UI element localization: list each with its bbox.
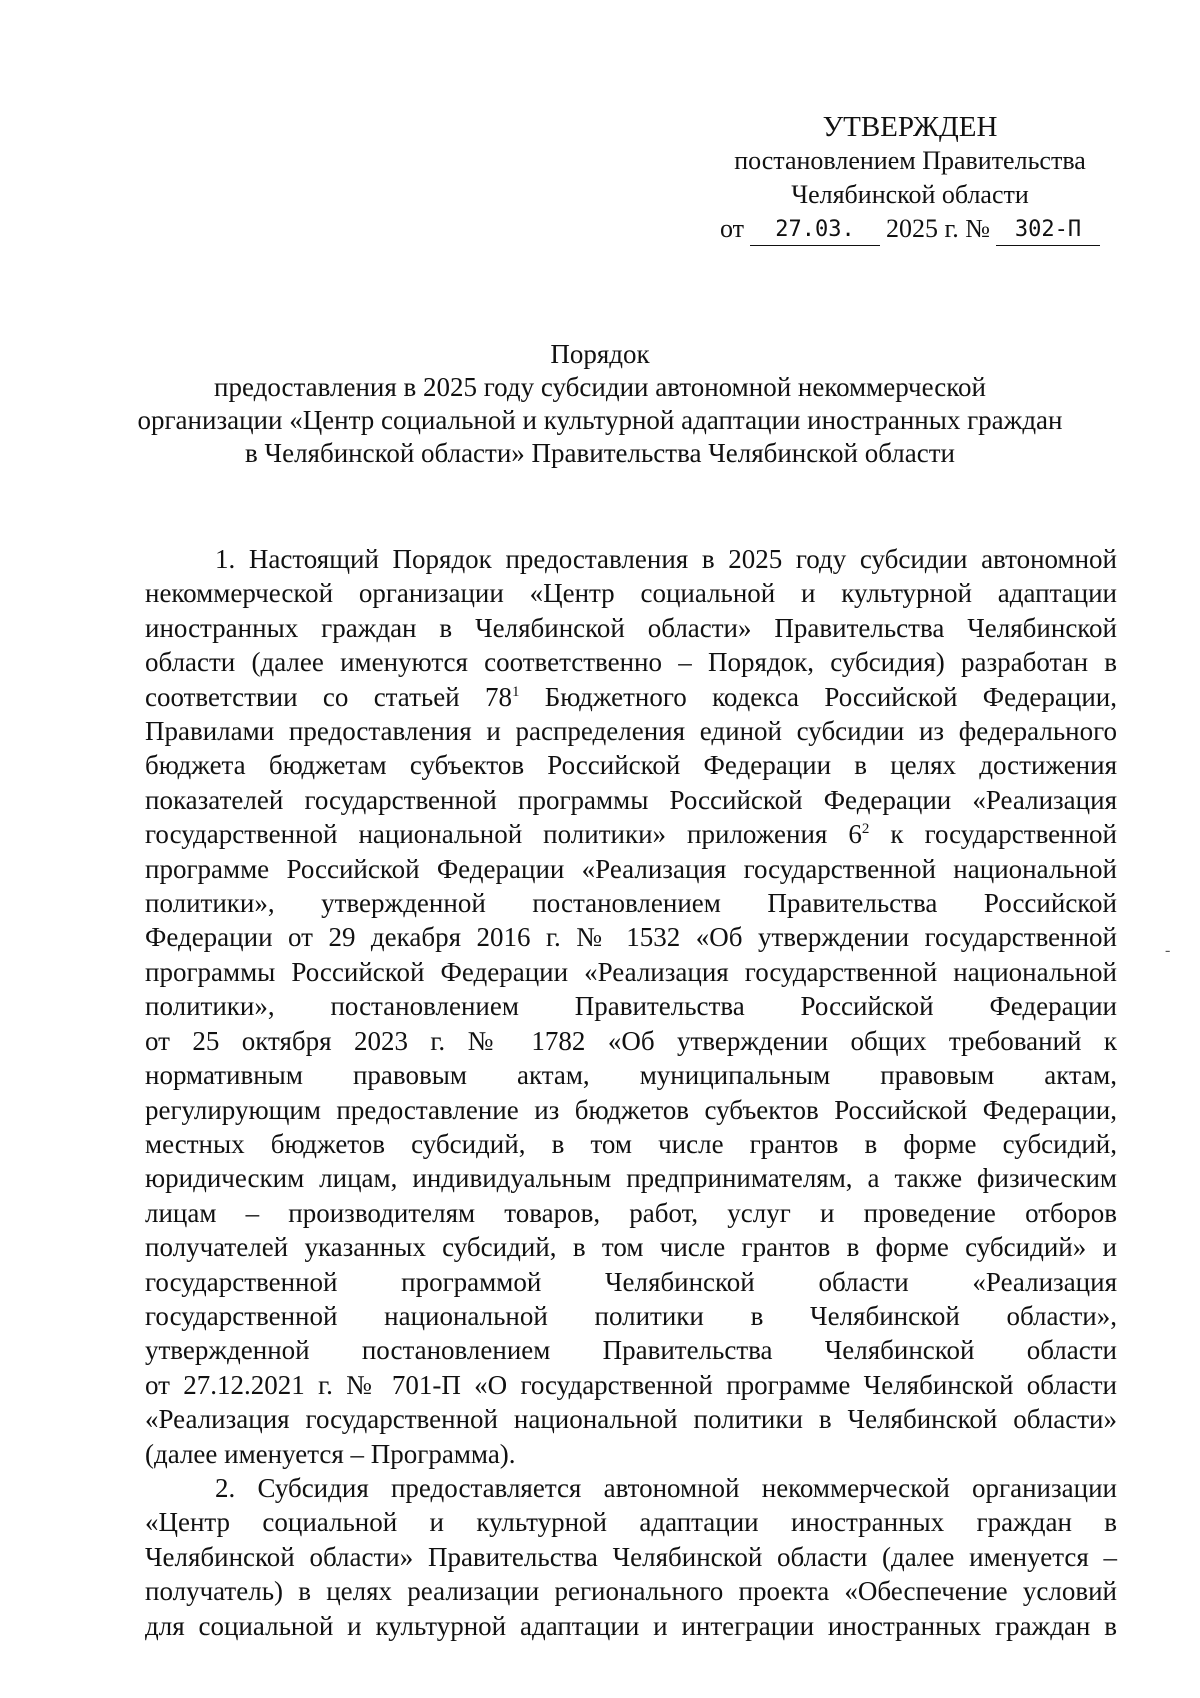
p1-line: местных бюджетов субсидий, в том числе грантов в форме субсидий, — [145, 1128, 1117, 1159]
p1-line-with-footnote — [145, 680, 1117, 714]
p1-line: политики», постановлением Правительства Российской Федерации — [145, 991, 1117, 1022]
p2-line: «Центр социальной и культурной адаптации иностранных граждан в — [145, 1507, 1117, 1538]
p1-line: государственной программой Челябинской области «Реализация — [145, 1266, 1117, 1297]
p1-line: лицам – производителям товаров, работ, услуг и проведение отборов — [145, 1197, 1117, 1228]
p1-line: Правилами предоставления и распределения единой субсидии из федерального — [145, 716, 1117, 747]
p1-line: 1. Настоящий Порядок предоставления в 2025 году субсидии автономной — [215, 544, 1117, 574]
year-text: 2025 г. № — [885, 214, 991, 243]
paragraph-1 — [145, 542, 1117, 1471]
approval-stamp — [700, 110, 1120, 246]
heading-title: Порядок — [550, 339, 650, 369]
p1-line: от 25 октября 2023 г. № 1782 «Об утверждении общих требований к — [145, 1025, 1117, 1056]
p1-line: политики», утвержденной постановлением Правительства Российской — [145, 888, 1117, 919]
date-prefix: от — [719, 214, 744, 243]
p1-text: государственной национальной политики» приложения 6 — [145, 819, 862, 850]
p1-line: утвержденной постановлением Правительства Челябинской области — [145, 1335, 1117, 1366]
p2-line: получатель) в целях реализации регионального проекта «Обеспечение условий — [145, 1576, 1117, 1607]
p1-line: нормативным правовым актам, муниципальным правовым актам, — [145, 1060, 1117, 1091]
p1-line: области (далее именуются соответственно – Порядок, субсидия) разработан в — [145, 647, 1117, 678]
approval-line-1: постановлением Правительства — [734, 146, 1086, 175]
p1-text: к государственной — [869, 819, 1118, 850]
p1-line: юридическим лицам, индивидуальным предпринимателям, а также физическим — [145, 1163, 1117, 1194]
p1-line: показателей государственной программы Российской Федерации «Реализация — [145, 784, 1117, 815]
superscript: 1 — [511, 683, 520, 700]
heading-line-3: в Челябинской области» Правительства Челябинской области — [245, 438, 955, 468]
p1-line: программы Российской Федерации «Реализация государственной национальной — [145, 956, 1117, 987]
p1-line: некоммерческой организации «Центр социальной и культурной адаптации — [145, 578, 1117, 609]
document-body — [145, 542, 1117, 1643]
paragraph-2 — [145, 1471, 1117, 1643]
p1-line: программе Российской Федерации «Реализация государственной национальной — [145, 853, 1117, 884]
superscript: 2 — [861, 821, 870, 838]
p1-text: Бюджетного кодекса Российской Федерации, — [519, 681, 1117, 712]
margin-mark: - — [1165, 942, 1171, 959]
p1-line: от 27.12.2021 г. № 701-П «О государственной программе Челябинской области — [145, 1369, 1117, 1400]
document-heading — [80, 338, 1120, 470]
approval-date-line — [700, 212, 1120, 246]
p1-line: «Реализация государственной национальной политики в Челябинской области» — [145, 1404, 1117, 1435]
p1-text: соответствии со статьей 78 — [145, 681, 512, 712]
p1-line: бюджета бюджетам субъектов Российской Федерации в целях достижения — [145, 750, 1117, 781]
approval-line-2: Челябинской области — [791, 180, 1029, 209]
p1-line: Федерации от 29 декабря 2016 г. № 1532 «Об утверждении государственной — [145, 922, 1117, 953]
p1-line-with-footnote — [145, 817, 1117, 851]
p1-line: получателей указанных субсидий, в том числе грантов в форме субсидий» и — [145, 1232, 1117, 1263]
p1-line: государственной национальной политики в Челябинской области», — [145, 1300, 1117, 1331]
p2-line: Челябинской области» Правительства Челябинской области (далее именуется – — [145, 1541, 1117, 1572]
approval-date: 27.03. — [750, 217, 880, 246]
p1-line: иностранных граждан в Челябинской области» Правительства Челябинской — [145, 612, 1117, 643]
p1-line: (далее именуется – Программа). — [145, 1438, 516, 1469]
approval-title: УТВЕРЖДЕН — [822, 111, 998, 143]
p2-line: 2. Субсидия предоставляется автономной некоммерческой организации — [215, 1472, 1117, 1503]
p2-line: для социальной и культурной адаптации и интеграции иностранных граждан в — [145, 1610, 1117, 1641]
heading-line-1: предоставления в 2025 году субсидии автономной некоммерческой — [214, 372, 986, 402]
approval-number: 302-П — [996, 217, 1100, 246]
heading-line-2: организации «Центр социальной и культурной адаптации иностранных граждан — [137, 405, 1063, 435]
p1-line: регулирующим предоставление из бюджетов субъектов Российской Федерации, — [145, 1094, 1117, 1125]
